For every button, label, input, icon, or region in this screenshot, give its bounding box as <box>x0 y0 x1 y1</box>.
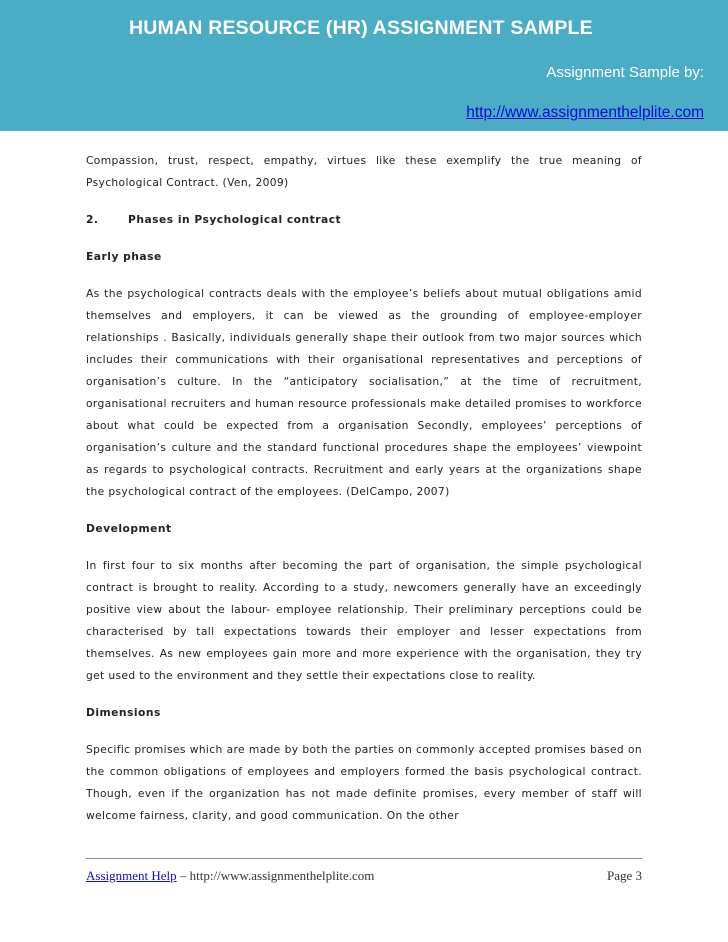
early-phase-paragraph: As the psychological contracts deals with the employee’s beliefs about mutual obligations amid themselves and employers, it can be viewed as the grounding of employee-employer relationships . Basically, individuals generally shape their outlook from two major sources which includes their communications with their organisational representatives and perceptions of organisation’s culture. In the “anticipatory socialisation,” at the time of recruitment, organisational recruiters and human resource professionals make detailed promises to workforce about what could be expected from a organisation Secondly, employees’ perceptions of organisation’s culture and the standard functional procedures shape the employees’ viewpoint as regards to psychological contracts. Recruitment and early years at the organizations shape the psychological contract of the employees. (DelCampo, 2007) <box>86 287 642 498</box>
assignment-byline: Assignment Sample by: <box>546 64 704 81</box>
dimensions-heading: Dimensions <box>86 706 161 719</box>
header-website-link[interactable]: http://www.assignmenthelplite.com <box>466 104 704 121</box>
footer-left <box>86 868 374 884</box>
development-heading: Development <box>86 522 172 535</box>
header-band <box>0 0 728 131</box>
page-footer <box>86 858 642 883</box>
section-heading <box>86 209 642 231</box>
document-title: HUMAN RESOURCE (HR) ASSIGNMENT SAMPLE <box>129 17 593 39</box>
dimensions-paragraph: Specific promises which are made by both the parties on commonly accepted promises based on the common obligations of employees and employers formed the basis psychological contract. Though, even if the organization has not made definite promises, every member of staff will welcome fairness, clarity, and good communication. On the other <box>86 743 642 822</box>
document-body <box>86 150 642 842</box>
page-number: Page 3 <box>606 868 642 883</box>
intro-paragraph: Compassion, trust, respect, empathy, virtues like these exemplify the true meaning of Psychological Contract. (Ven, 2009) <box>86 154 642 189</box>
section-number: 2. <box>86 213 99 226</box>
footer-assignment-help-link[interactable]: Assignment Help <box>86 868 177 883</box>
development-paragraph: In first four to six months after becoming the part of organisation, the simple psychological contract is brought to reality. According to a study, newcomers generally have an exceedingly positive view about the labour- employee relationship. Their preliminary perceptions could be characterised by tall expectations towards their employer and lesser expectations from themselves. As new employees gain more and more experience with the organisation, they try get used to the environment and they settle their expectations close to reality. <box>86 559 642 682</box>
early-phase-heading: Early phase <box>86 250 162 263</box>
section-title: Phases in Psychological contract <box>128 213 342 226</box>
footer-url-text: – http://www.assignmenthelplite.com <box>176 868 375 883</box>
